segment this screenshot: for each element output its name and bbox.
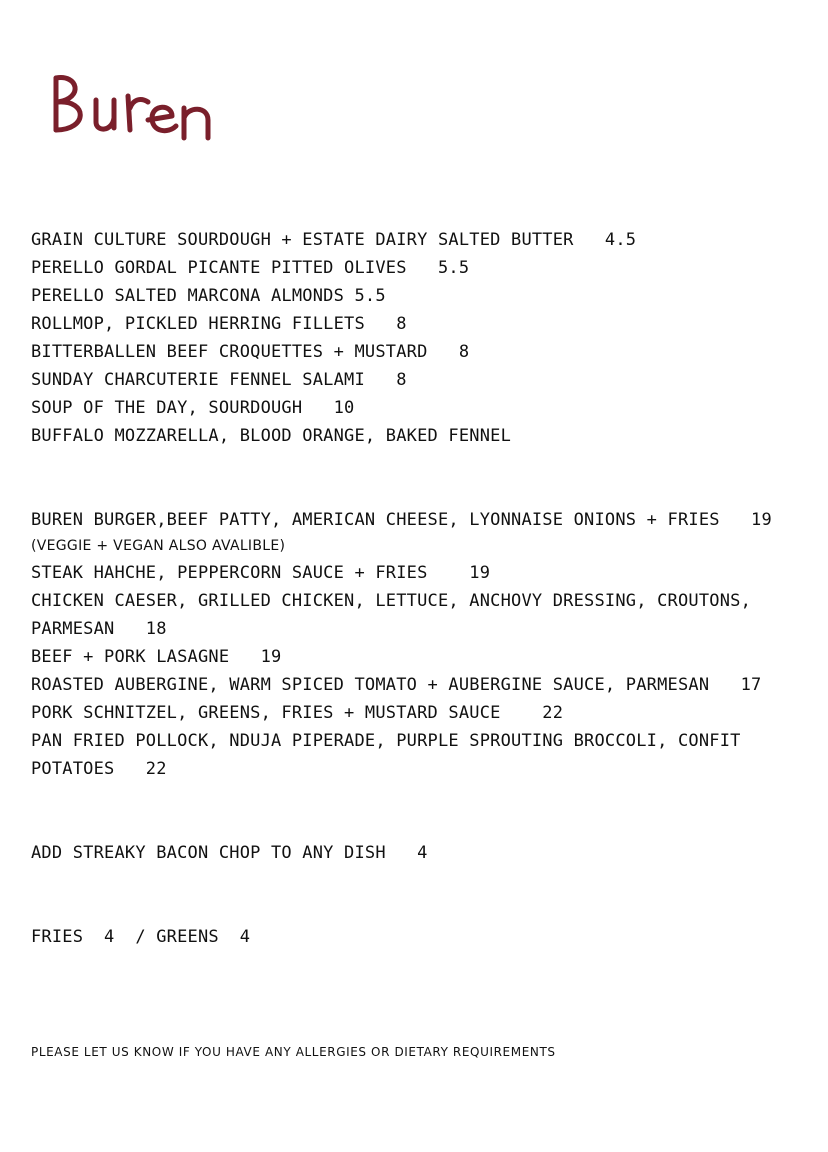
menu-item: CHICKEN CAESER, GRILLED CHICKEN, LETTUCE, ANCHOVY DRESSING, CROUTONS, PARMESAN 18 [31,591,762,639]
menu-item: PERELLO GORDAL PICANTE PITTED OLIVES 5.5 [31,258,470,278]
menu-item: SOUP OF THE DAY, SOURDOUGH 10 [31,398,355,418]
menu-item: GRAIN CULTURE SOURDOUGH + ESTATE DAIRY SALTED BUTTER 4.5 [31,230,637,250]
menu-item: SUNDAY CHARCUTERIE FENNEL SALAMI 8 [31,370,407,390]
menu-item-note: (VEGGIE + VEGAN ALSO AVALIBLE) [31,538,286,554]
buren-logo [48,68,228,148]
menu-item: STEAK HAHCHE, PEPPERCORN SAUCE + FRIES 19 [31,563,491,583]
mains-list [31,506,821,783]
starters-list [31,226,821,450]
menu-item: BEEF + PORK LASAGNE 19 [31,647,282,667]
menu-content [31,226,821,951]
menu-item: BUFFALO MOZZARELLA, BLOOD ORANGE, BAKED FENNEL [31,426,512,446]
menu-item: PORK SCHNITZEL, GREENS, FRIES + MUSTARD SAUCE 22 [31,703,564,723]
menu-item: ROLLMOP, PICKLED HERRING FILLETS 8 [31,314,407,334]
menu-item: BUREN BURGER,BEEF PATTY, AMERICAN CHEESE, LYONNAISE ONIONS + FRIES 19 [31,510,772,530]
menu-item: BITTERBALLEN BEEF CROQUETTES + MUSTARD 8 [31,342,470,362]
addon-item: ADD STREAKY BACON CHOP TO ANY DISH 4 [31,843,428,863]
menu-item: ROASTED AUBERGINE, WARM SPICED TOMATO + AUBERGINE SAUCE, PARMESAN 17 [31,675,762,695]
menu-item: PAN FRIED POLLOCK, NDUJA PIPERADE, PURPLE SPROUTING BROCCOLI, CONFIT POTATOES 22 [31,731,752,779]
sides-item: FRIES 4 / GREENS 4 [31,927,251,947]
menu-item: PERELLO SALTED MARCONA ALMONDS 5.5 [31,286,386,306]
allergy-notice: PLEASE LET US KNOW IF YOU HAVE ANY ALLERGIES OR DIETARY REQUIREMENTS [31,1045,556,1059]
